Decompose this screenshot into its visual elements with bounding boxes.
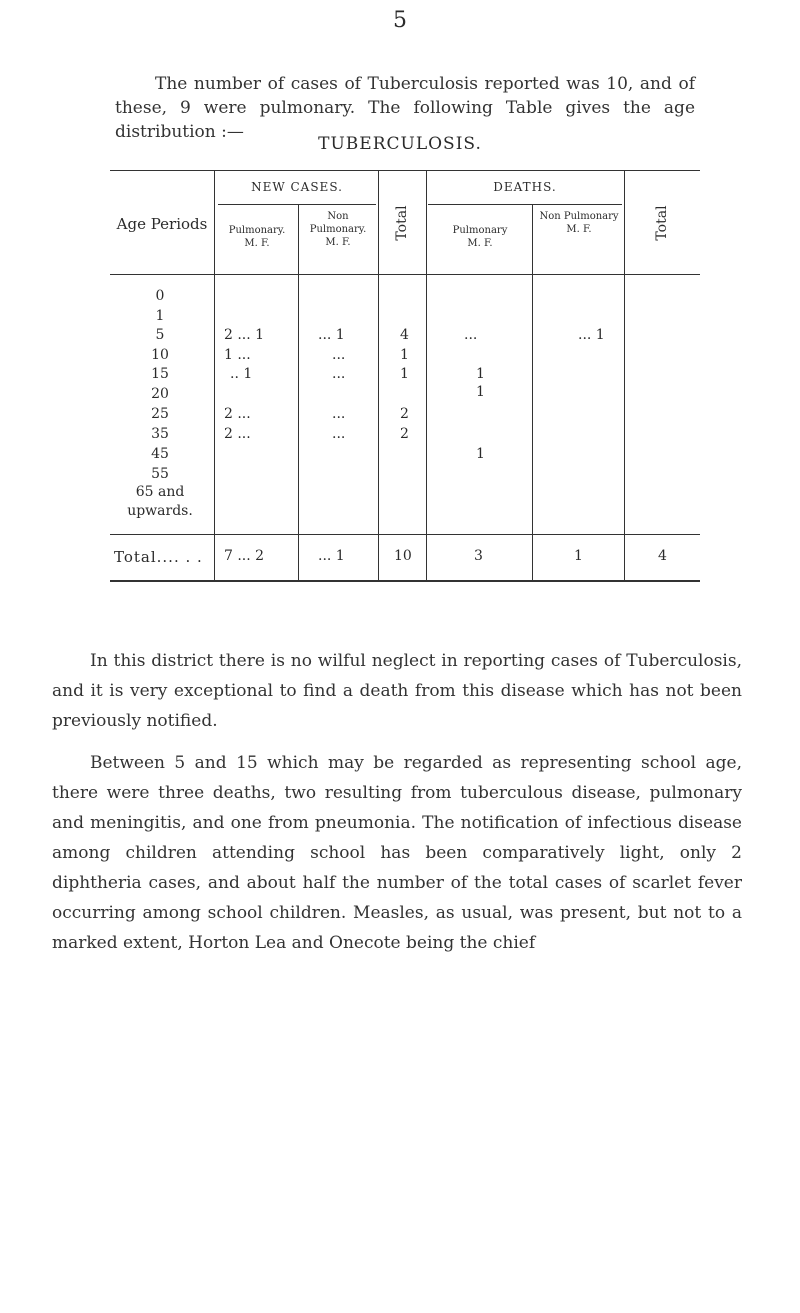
- row-age: 35: [151, 426, 169, 442]
- table-totals-rule: [110, 534, 700, 535]
- header-total-new: Total: [394, 205, 410, 241]
- totals-label: Total.... . .: [114, 548, 203, 566]
- row-total: 2: [400, 426, 409, 442]
- row-deaths-pulmonary: 1: [476, 384, 485, 400]
- row-age: upwards.: [127, 503, 193, 519]
- row-new-pulmonary: 2 ... 1: [224, 327, 265, 343]
- page-number: 5: [393, 8, 407, 33]
- totals-total: 10: [394, 548, 412, 564]
- table-title: TUBERCULOSIS.: [318, 134, 482, 154]
- row-total: 4: [400, 327, 409, 343]
- row-new-pulmonary: 1 ...: [224, 347, 251, 363]
- row-new-non-pulmonary: ...: [332, 406, 346, 422]
- row-age: 45: [151, 446, 169, 462]
- row-age: 25: [151, 406, 169, 422]
- table-top-rule: [110, 170, 700, 171]
- header-pulmonary: [216, 224, 298, 250]
- table-vline: [214, 170, 215, 580]
- table-vline: [298, 204, 299, 580]
- row-new-pulmonary: .. 1: [230, 366, 253, 382]
- header-age-periods: Age Periods: [116, 215, 208, 233]
- header-non-pulmonary-d-label: Non Pulmonary: [539, 211, 619, 222]
- row-deaths-pulmonary: ...: [464, 327, 478, 343]
- row-deaths-pulmonary: 1: [476, 366, 485, 382]
- row-age: 65 and: [135, 484, 185, 500]
- row-new-non-pulmonary: ...: [332, 366, 346, 382]
- row-new-non-pulmonary: ...: [332, 426, 346, 442]
- table-header-rule: [110, 274, 700, 275]
- header-mf: M. F.: [325, 237, 351, 248]
- row-new-non-pulmonary: ... 1: [318, 327, 345, 343]
- header-mf: M. F.: [467, 238, 493, 249]
- header-pulmonary-d-label: Pulmonary: [452, 225, 508, 236]
- totals-new-non-pulmonary: ... 1: [318, 548, 345, 564]
- row-age: 1: [155, 308, 165, 324]
- paragraph: Between 5 and 15 which may be regarded as representing school age, there were three deaths, two resulting from tuberculous disease, pulmonary and meningitis, and one from pneumonia. The notification of infectious disease among children attending school has been comparatively light, only 2 diphtheria cases, and about half the number of the total cases of scarlet fever occurring among school children. Measles, as usual, was present, but not to a marked extent, Horton Lea and Onecote being the chief: [52, 753, 742, 953]
- row-age: 5: [155, 327, 165, 343]
- header-pulmonary-label: Pulmonary.: [228, 225, 286, 236]
- paragraph: In this district there is no wilful neglect in reporting cases of Tuberculosis, and it is very exceptional to find a death from this disease which has not been previously notified.: [52, 651, 742, 731]
- table-vline: [426, 170, 427, 580]
- header-pulmonary-deaths: [428, 224, 532, 250]
- header-total-deaths: Total: [654, 205, 670, 241]
- table-subheader-rule-new: [218, 204, 376, 205]
- row-total: 1: [400, 366, 409, 382]
- header-non-pulmonary-label: Non Pulmonary.: [309, 211, 367, 235]
- row-deaths-non-pulmonary: ... 1: [578, 327, 605, 343]
- table-vline: [378, 170, 379, 580]
- row-age: 55: [151, 466, 169, 482]
- body-text: [52, 646, 742, 970]
- table-vline: [624, 170, 625, 580]
- header-non-pulmonary: [300, 210, 376, 249]
- tuberculosis-table: [110, 170, 700, 570]
- intro-text: The number of cases of Tuberculosis reported was 10, and of these, 9 were pulmonary. The following Table gives the age distribution :—: [115, 74, 695, 142]
- header-non-pulmonary-deaths: [534, 210, 624, 236]
- totals-new-pulmonary: 7 ... 2: [224, 548, 265, 564]
- row-age: 10: [151, 347, 169, 363]
- row-age: 15: [151, 366, 169, 382]
- table-vline: [532, 204, 533, 580]
- row-new-non-pulmonary: ...: [332, 347, 346, 363]
- row-age: 20: [151, 386, 169, 402]
- header-mf: M. F.: [244, 238, 270, 249]
- row-total: 2: [400, 406, 409, 422]
- row-new-pulmonary: 2 ...: [224, 406, 251, 422]
- totals-deaths-total: 4: [658, 548, 667, 564]
- row-age: 0: [155, 288, 165, 304]
- header-deaths: DEATHS.: [493, 180, 557, 194]
- totals-deaths-non-pulmonary: 1: [574, 548, 583, 564]
- header-new-cases: NEW CASES.: [251, 180, 343, 194]
- row-deaths-pulmonary: 1: [476, 446, 485, 462]
- row-new-pulmonary: 2 ...: [224, 426, 251, 442]
- table-bottom-rule: [110, 580, 700, 582]
- totals-deaths-pulmonary: 3: [474, 548, 483, 564]
- row-total: 1: [400, 347, 409, 363]
- header-mf: M. F.: [566, 224, 592, 235]
- table-subheader-rule-deaths: [428, 204, 622, 205]
